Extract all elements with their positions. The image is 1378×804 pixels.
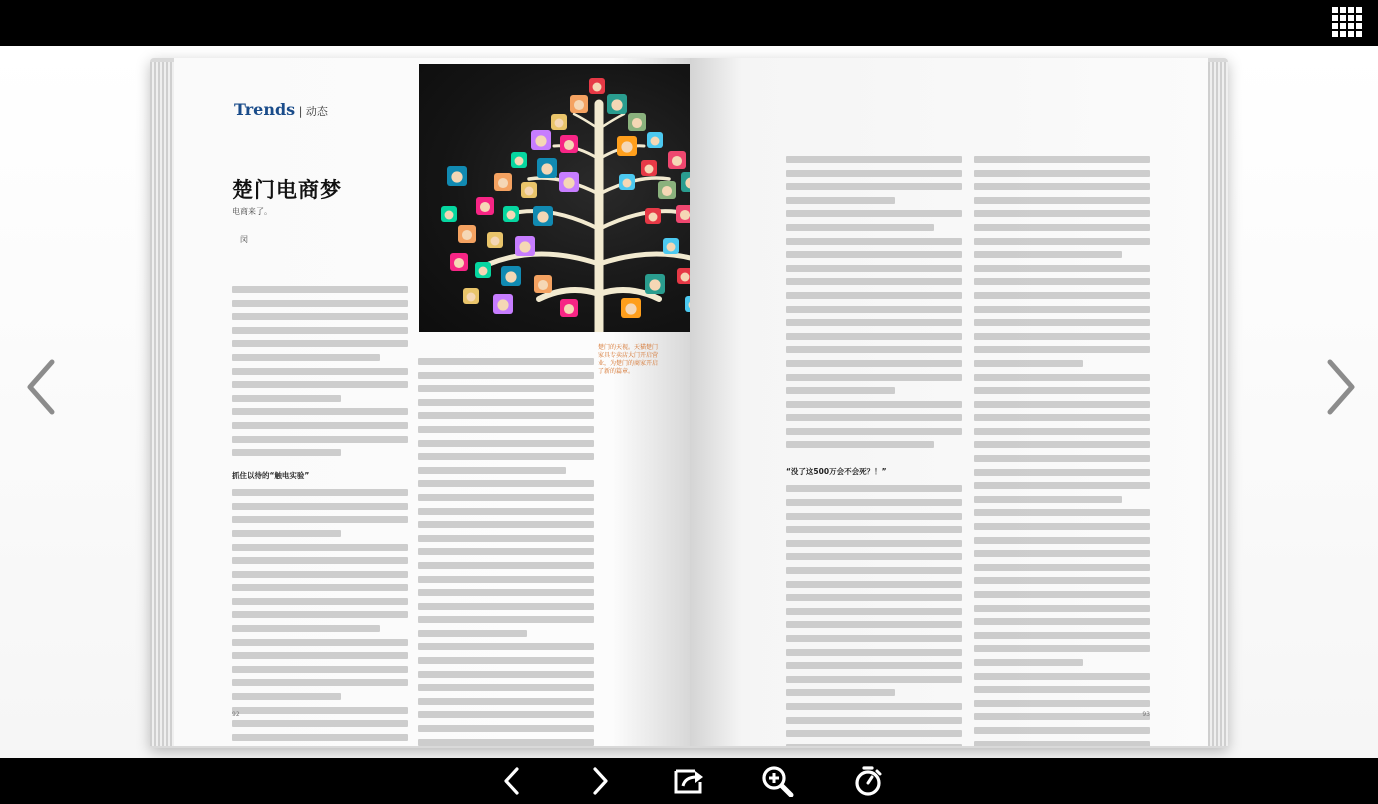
article-title: 楚门电商梦 (232, 178, 342, 202)
right-page[interactable] (690, 58, 1208, 746)
avatar-face (649, 279, 660, 290)
avatar-face (662, 186, 672, 196)
next-page-arrow[interactable] (1320, 352, 1360, 422)
image-caption: 楚门的天视。天猫楚门家具专卖店大门开启营业，为楚门的商家开启了新的篇章。 (598, 344, 659, 375)
section-label: Trends | 动态 (234, 100, 328, 119)
page-number-left: 92 (232, 711, 240, 718)
text-column-4 (974, 156, 1150, 746)
avatar-face (563, 177, 574, 188)
avatar-face (479, 267, 488, 276)
prev-page-arrow[interactable] (22, 352, 62, 422)
chevron-left-icon (500, 766, 524, 796)
avatar-face (625, 303, 636, 314)
avatar-face (498, 178, 508, 188)
avatar-face (497, 299, 508, 310)
chevron-left-icon (22, 352, 62, 422)
article-author: 闵 (240, 235, 248, 244)
text-column-3 (786, 156, 962, 746)
avatar-face (462, 230, 472, 240)
chevron-right-icon (588, 766, 612, 796)
page-stack-left (150, 62, 174, 746)
avatar-face (672, 156, 682, 166)
page-stack-right (1206, 62, 1228, 746)
zoom-in-icon (761, 765, 795, 797)
avatar-face (574, 100, 584, 110)
avatar-face (445, 211, 454, 220)
avatar-face (632, 118, 642, 128)
avatar-face (651, 137, 660, 146)
avatar-face (681, 273, 690, 282)
chevron-right-icon (1320, 352, 1360, 422)
text-column-2 (418, 358, 594, 746)
bottom-toolbar (0, 758, 1378, 804)
avatar-face (525, 187, 534, 196)
tree-illustration (419, 64, 690, 332)
timer-icon (853, 765, 883, 797)
text-column-1 (232, 286, 408, 746)
article-subtitle: 电商来了。 (232, 207, 272, 216)
avatar-face (519, 241, 530, 252)
section-brand: Trends (234, 100, 296, 119)
avatar-face (564, 304, 574, 314)
page-number-right: 93 (1142, 711, 1150, 718)
top-toolbar (0, 0, 1378, 46)
autoplay-button[interactable] (850, 764, 886, 798)
avatar-face (645, 165, 654, 174)
avatar-face (649, 213, 658, 222)
avatar-face (467, 293, 476, 302)
avatar-face (515, 157, 524, 166)
avatar-face (564, 140, 574, 150)
share-icon (671, 766, 705, 796)
avatar-face (611, 99, 622, 110)
thumbnails-grid-icon[interactable] (1332, 7, 1364, 39)
section-heading: “没了这500万会不会死？！” (786, 467, 887, 477)
avatar-face (505, 271, 516, 282)
prev-page-button[interactable] (494, 764, 530, 798)
section-heading: 抓住以待的“触电实验” (232, 471, 310, 481)
avatar-face (538, 280, 548, 290)
left-page[interactable] (174, 58, 690, 746)
avatar-face (480, 202, 490, 212)
zoom-in-button[interactable] (760, 764, 796, 798)
share-button[interactable] (670, 764, 706, 798)
avatar-face (623, 179, 632, 188)
avatar-face (491, 237, 500, 246)
avatar-face (593, 83, 602, 92)
next-page-button[interactable] (582, 764, 618, 798)
avatar-face (454, 258, 464, 268)
avatar-face (680, 210, 690, 220)
avatar-face (541, 163, 552, 174)
avatar-face (451, 171, 462, 182)
avatar-face (621, 141, 632, 152)
section-name: 动态 (305, 105, 328, 118)
avatar-face (667, 243, 676, 252)
tree-of-avatars-image (419, 64, 690, 332)
avatar-face (555, 119, 564, 128)
avatar-face (507, 211, 516, 220)
avatar-face (537, 211, 548, 222)
avatar-face (535, 135, 546, 146)
